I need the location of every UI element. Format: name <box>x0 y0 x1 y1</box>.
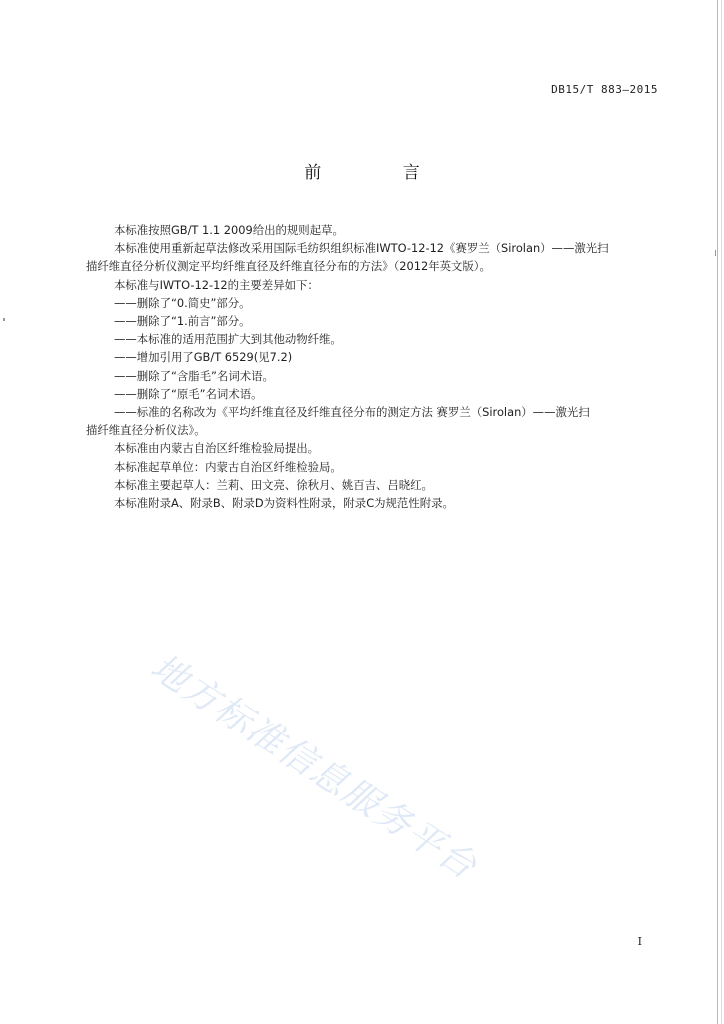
scan-speck <box>715 250 716 256</box>
paragraph-drafters: 本标准主要起草人：兰莉、田文亮、徐秋月、姚百吉、吕晓红。 <box>114 477 433 492</box>
page-title: 前 言 <box>304 163 458 183</box>
difference-item: ——删除了“0.简史”部分。 <box>114 295 251 310</box>
difference-item-cont: 描纤维直径分析仪法》。 <box>86 423 206 438</box>
paragraph-annexes: 本标准附录A、附录B、附录D为资料性附录，附录C为规范性附录。 <box>114 496 454 511</box>
foreword-body <box>86 221 660 512</box>
watermark: 地方标准信息服务平台 <box>143 646 485 889</box>
scan-edge-line <box>717 0 718 1024</box>
difference-item: ——标准的名称改为《平均纤维直径及纤维直径分布的测定方法 赛罗兰（Sirolan）——激光扫 <box>114 405 590 420</box>
paragraph-proposer: 本标准由内蒙古自治区纤维检验局提出。 <box>114 441 320 456</box>
paragraph-adoption: 本标准使用重新起草法修改采用国际毛纺织组织标准IWTO-12-12《赛罗兰（Sirolan）——激光扫 <box>114 241 609 256</box>
paragraph-drafting-unit: 本标准起草单位：内蒙古自治区纤维检验局。 <box>114 459 342 474</box>
difference-item: ——增加引用了GB/T 6529(见7.2) <box>114 350 293 365</box>
difference-item: ——本标准的适用范围扩大到其他动物纤维。 <box>114 332 342 347</box>
standard-code: DB15/T 883—2015 <box>551 83 658 96</box>
paragraph-differences: 本标准与IWTO-12-12的主要差异如下： <box>114 277 319 292</box>
difference-item: ——删除了“含脂毛”名词术语。 <box>114 368 274 383</box>
page-number: I <box>637 935 642 948</box>
scan-speck <box>3 318 5 321</box>
difference-item: ——删除了“原毛”名词术语。 <box>114 386 263 401</box>
scan-edge-line-faint <box>721 0 722 1024</box>
difference-item: ——删除了“1.前言”部分。 <box>114 314 251 329</box>
paragraph-adoption-cont: 描纤维直径分析仪测定平均纤维直径及纤维直径分布的方法》（2012年英文版）。 <box>86 259 491 274</box>
paragraph-drafting-rule: 本标准按照GB/T 1.1 2009给出的规则起草。 <box>114 223 344 237</box>
